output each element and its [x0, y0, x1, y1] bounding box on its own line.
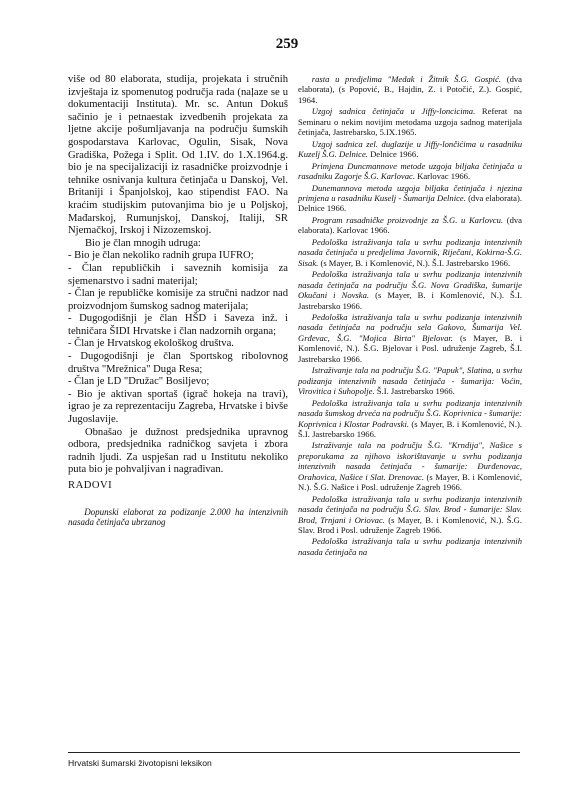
entry-title: Primjena Duncmannove metode uzgoja biljaka četinjača u rasadniku Zagorje Š.G. Karlovac.	[298, 160, 522, 182]
bibliography-entry	[298, 494, 522, 536]
bibliography-entry	[298, 139, 522, 160]
bibliography-entry	[298, 183, 522, 214]
entry-details: (dva elaborata). Karlovac 1966.	[298, 214, 522, 236]
list-item: - Član je LD "Družac" Bosiljevo;	[68, 376, 210, 388]
entry-details: Referat na Seminaru o nekim novijim metodama uzgoja sadnog materijala četinjača, Jastrebarsko, 5.IX.1965.	[298, 106, 523, 138]
page-number: 259	[275, 36, 299, 52]
entry-title: Pedološka istraživanja tala u svrhu podizanja intenzivnih nasada četinjača na području Š.G. Slav. Brod - šumarije: Slav. Brod, Trnjani i Oriovac.	[298, 493, 522, 525]
entry-title: rasta u predjelima "Medak i Žitnik Š.G. Gospić.	[311, 74, 502, 84]
entry-title: Program rasadničke proizvodnje za Š.G. u Karlovcu.	[311, 214, 504, 225]
section-heading: RADOVI	[68, 480, 113, 491]
list-item: - Bio je aktivan sportaš (igrač hokeja na travi), igrao je za reprezentaciju Zagreba, Hrvatske i bivše Jugoslavije.	[68, 388, 288, 426]
entry-title: Uzgoj sadnica zel. duglazije u Jiffy-lončićima u rasadniku Kuzelj Š.G. Delnice.	[298, 138, 522, 160]
bibliography-entry	[298, 269, 522, 311]
main-paragraph: više od 80 elaborata, studija, projekata i stručnih izvještaja iz spomenutog područja rada (naļaze se u dokumentaciji Instituta). Mr. sc. Antun Dokuš sačinio je i petnaestak izvedbenih projekata za ljetne akcije pošumljavanja na području šumskih gospodarstava Karlovac, Ogulin, Sisak, Nova Gradiška, Požega i Split. Od 1.IV. do 1.X.1964.g. bio je na specijalizaciji iz rasadničke proizvodnje i tehnike osnivanja kultura četinjača u Danskoj, Vel. Britaniji i Španjolskoj, kao stipendist FAO. Na kraćim studijskim putovanjima bio je u Poljskoj, Mađarskoj, Rumunjskoj, Danskoj, Italiji, SR Njemačkoj, Irskoj i Nizozemskoj.	[68, 74, 288, 237]
bibliography-entry	[298, 74, 522, 105]
left-column	[68, 74, 288, 528]
bibliography-entry	[298, 312, 522, 364]
bibliography-entry	[298, 161, 522, 182]
entry-title: Pedološka istraživanja tala u svrhu podizanja intenzivnih nasada četinjača na	[298, 536, 522, 557]
bibliography-entry	[298, 215, 522, 236]
bibliography-entry	[298, 536, 522, 557]
list-item: - Dugogodišnji je član Sportskog ribolovnog društva "Mrežnica" Duga Resa;	[68, 351, 288, 375]
list-item: - Član republičkih i saveznih komisija za sjemenarstvo i sadni materijal;	[68, 262, 288, 287]
entry-details: (s Mayer, B. i Komlenović, N.). Š.I. Jastrebarsko 1966.	[320, 257, 511, 268]
bibliography-entry	[298, 106, 522, 137]
entry-title: Pedološka istraživanja tala u svrhu podizanja intenzivnih nasada četinjača u predjelima Javornik, Riječani, Kokirna-Š.G. Sisak.	[298, 236, 522, 268]
entry-title: Istraživanje tala na području Š.G. "Papuk", Slatina, u svrhu podizanja intenzivnih nasada četinjača - šumarija: Voćin, Virovitica i Suhopolje.	[298, 365, 522, 397]
membership-intro: Bio je član mnogih udruga:	[84, 237, 201, 249]
closing-paragraph: Obnašao je dužnost predsjednika upravnog odbora, predsjednika radničkog savjeta i zbora radnih ljudi. Za uspješan rad u Institutu nekoliko puta bio je pohvaljivan i nagrađivan.	[68, 426, 288, 476]
bibliography-entry	[298, 365, 522, 396]
entry-details: (s Mayer, B. i Komlenović, N.). Š.G. Bjelovar i Posl. udruženje Zagreb, Š.I. Jastrebarsko 1966.	[298, 332, 522, 364]
entry-details: (s Mayer, B. i Komlenović, N.). Š.G. Slav. Brod i Posl. udruženje Zagreb 1966.	[298, 514, 522, 536]
list-item: - Član je republičke komisije za stručni nadzor nad proizvodnjom šumskog sadnog materijala;	[68, 288, 288, 312]
list-item: - Dugogodišnji je član HŠD i Saveza inž. i tehničara ŠIDI Hrvatske i član nadzornih organa;	[68, 313, 288, 337]
entry-details: (dva elaborata). Delnice 1966.	[298, 192, 522, 214]
entry-details: (s Mayer, B. i Komlenović, N.). Š.I. Jastrebarsko 1966.	[298, 418, 522, 439]
entry-details: (dva elaborata), (s Popović, B., Hajdin, Z. i Potočić, Z.). Gospić, 1964.	[298, 74, 522, 105]
bibliography-entry	[298, 440, 522, 492]
bibliography-entry	[298, 237, 522, 268]
entry-title: Pedološka istraživanja tala u svrhu podizanja intenzivnih nasada šumskog drveća na području Š.G. Koprivnica - šumarije: Koprivnica i Klostar Podravski.	[298, 397, 522, 429]
entry-details: Delnice 1966.	[370, 149, 419, 160]
list-item: - Bio je član nekoliko radnih grupa IUFRO;	[68, 250, 254, 262]
entry-details: Karlovac 1966.	[417, 171, 471, 182]
entry-details: (s Mayer, B. i Komlenović, N.). Š.I. Jastrebarsko 1966.	[298, 290, 522, 311]
list-item: - Član je Hrvatskog ekološkog društva.	[68, 338, 234, 350]
entry-details: Š.I. Jastrebarsko 1966.	[376, 386, 455, 397]
entry-title: Pedološka istraživanja tala u svrhu podizanja intenzivnih nasada četinjača na području Š.G. Nova Gradiška, šumarije Okučani i Novska.	[298, 269, 522, 301]
footnote: Dopunski elaborat za podizanje 2.000 ha intenzivnih nasada četinjača ubrzanog	[68, 506, 288, 528]
right-column	[298, 74, 522, 558]
membership-list	[68, 250, 288, 426]
bibliography-entry	[298, 398, 522, 440]
entry-title: Istraživanje tala na području Š.G. "Krndija", Našice s preporukama za njihovo iskorištavanje u svrhu podizanja intenzivnih nasada četinjača - šumarije: Đurđenovac, Orahovica, Našice i Slat. Drenovac.	[298, 440, 522, 482]
entry-details: (s Mayer, B. i Komlenović, N.). Š.G. Našice i Posl. udruženje Zagreb 1966.	[298, 471, 522, 493]
footer: Hrvatski šumarski životopisni leksikon	[68, 752, 520, 768]
entry-title: Pedološka istraživanja tala u svrhu podizanja intenzivnih nasada četinjača na području sela Gakovo, Šumarija Vel. Grđevac, Š.G. "Mojica Birta" Bjelovar.	[298, 311, 522, 343]
entry-title: Uzgoj sadnica četinjača u Jiffy-loncicima.	[311, 106, 476, 117]
entry-title: Dunemannova metoda uzgoja biljaka četinjača i njezina primjena u rasadniku Kuselj - Šumarija Delnice.	[298, 182, 522, 203]
